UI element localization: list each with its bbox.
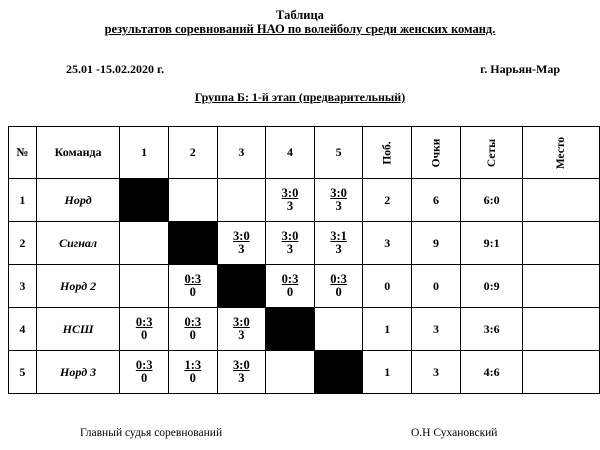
match-cell: [217, 179, 266, 222]
match-cell: [314, 179, 363, 222]
row-place: [523, 265, 600, 308]
match-cell: [217, 308, 266, 351]
row-sets: 0:9: [460, 265, 523, 308]
match-cell: [168, 308, 217, 351]
match-result: [184, 273, 201, 299]
match-cell: [217, 222, 266, 265]
match-result: [184, 316, 201, 342]
competition-dates: 25.01 -15.02.2020 г.: [66, 62, 165, 76]
document-subtitle: результатов соревнований НАО по волейболу среди женских команд.: [104, 22, 496, 36]
row-num: 3: [9, 265, 37, 308]
match-cell: [314, 308, 363, 351]
row-team: Норд: [36, 179, 120, 222]
row-place: [523, 308, 600, 351]
header-points: Очки: [412, 127, 461, 179]
match-score: 3:1: [330, 228, 347, 243]
table-row: [9, 222, 600, 265]
header-team: Команда: [36, 127, 120, 179]
match-score: 0:3: [135, 314, 153, 329]
judge-label: Главный судья соревнований: [80, 427, 223, 439]
match-points: 3: [238, 327, 245, 342]
match-result: [282, 273, 299, 299]
header-game-2: 2: [168, 127, 217, 179]
match-result: [233, 230, 250, 256]
row-team: Сигнал: [36, 222, 120, 265]
match-points: 0: [141, 370, 148, 385]
match-score: 0:3: [330, 271, 347, 286]
header-num: №: [9, 127, 37, 179]
match-result: [136, 359, 153, 385]
row-sets: 6:0: [460, 179, 523, 222]
match-cell: [168, 265, 217, 308]
match-points: 0: [141, 327, 148, 342]
group-heading: Группа Б: 1-й этап (предварительный): [194, 90, 406, 104]
match-points: 0: [335, 284, 342, 299]
row-num: 4: [9, 308, 37, 351]
match-points: 0: [189, 370, 196, 385]
table-row: [9, 265, 600, 308]
table-row: [9, 308, 600, 351]
match-cell: [314, 222, 363, 265]
header-game-5: 5: [314, 127, 363, 179]
row-points: 0: [412, 265, 461, 308]
row-num: 2: [9, 222, 37, 265]
row-team: Норд 3: [36, 351, 120, 394]
match-cell: [168, 351, 217, 394]
match-result: [282, 187, 299, 213]
match-score: 1:3: [184, 357, 202, 372]
row-wins: 2: [363, 179, 412, 222]
row-team: НСШ: [36, 308, 120, 351]
self-match-cell: [314, 351, 363, 394]
match-result: [233, 316, 250, 342]
match-result: [330, 230, 347, 256]
match-result: [184, 359, 201, 385]
row-wins: 1: [363, 351, 412, 394]
row-points: 9: [412, 222, 461, 265]
match-result: [136, 316, 153, 342]
match-score: 0:3: [135, 357, 153, 372]
self-match-cell: [168, 222, 217, 265]
competition-city: г. Нарьян-Мар: [480, 62, 560, 76]
row-wins: 3: [363, 222, 412, 265]
table-row: [9, 179, 600, 222]
row-num: 1: [9, 179, 37, 222]
row-num: 5: [9, 351, 37, 394]
match-score: 3:0: [233, 357, 250, 372]
results-table: [8, 126, 600, 394]
match-points: 0: [189, 327, 196, 342]
row-sets: 4:6: [460, 351, 523, 394]
match-result: [330, 187, 347, 213]
match-result: [282, 230, 299, 256]
row-wins: 1: [363, 308, 412, 351]
match-cell: [266, 179, 315, 222]
match-cell: [120, 351, 169, 394]
row-points: 3: [412, 308, 461, 351]
match-result: [330, 273, 347, 299]
match-cell: [120, 308, 169, 351]
match-score: 3:0: [281, 228, 299, 243]
header-place: Место: [523, 127, 600, 179]
judge-name: О.Н Сухановский: [411, 427, 498, 439]
row-place: [523, 179, 600, 222]
match-cell: [168, 179, 217, 222]
header-wins: Поб.: [363, 127, 412, 179]
row-place: [523, 222, 600, 265]
row-sets: 9:1: [460, 222, 523, 265]
match-cell: [266, 265, 315, 308]
match-score: 3:0: [281, 185, 299, 200]
match-points: 3: [286, 241, 294, 256]
row-team: Норд 2: [36, 265, 120, 308]
row-place: [523, 351, 600, 394]
match-cell: [266, 222, 315, 265]
self-match-cell: [266, 308, 315, 351]
match-score: 0:3: [184, 314, 202, 329]
match-cell: [120, 222, 169, 265]
table-row: [9, 351, 600, 394]
match-score: 0:3: [184, 271, 202, 286]
row-sets: 3:6: [460, 308, 523, 351]
match-points: 3: [286, 198, 294, 213]
match-points: 3: [238, 370, 245, 385]
self-match-cell: [217, 265, 266, 308]
match-points: 3: [238, 241, 245, 256]
header-game-4: 4: [266, 127, 315, 179]
header-sets: Сеты: [460, 127, 523, 179]
match-points: 0: [286, 284, 294, 299]
row-wins: 0: [363, 265, 412, 308]
match-points: 3: [335, 241, 342, 256]
match-points: 0: [189, 284, 196, 299]
row-points: 3: [412, 351, 461, 394]
table-header-row: [9, 127, 600, 179]
match-cell: [217, 351, 266, 394]
document-title: Таблица: [276, 8, 324, 22]
match-score: 0:3: [281, 271, 299, 286]
match-score: 3:0: [330, 185, 347, 200]
match-cell: [314, 265, 363, 308]
self-match-cell: [120, 179, 169, 222]
match-result: [233, 359, 250, 385]
match-cell: [120, 265, 169, 308]
match-score: 3:0: [233, 228, 250, 243]
match-score: 3:0: [233, 314, 250, 329]
match-cell: [266, 351, 315, 394]
header-game-3: 3: [217, 127, 266, 179]
header-game-1: 1: [120, 127, 169, 179]
row-points: 6: [412, 179, 461, 222]
match-points: 3: [335, 198, 342, 213]
